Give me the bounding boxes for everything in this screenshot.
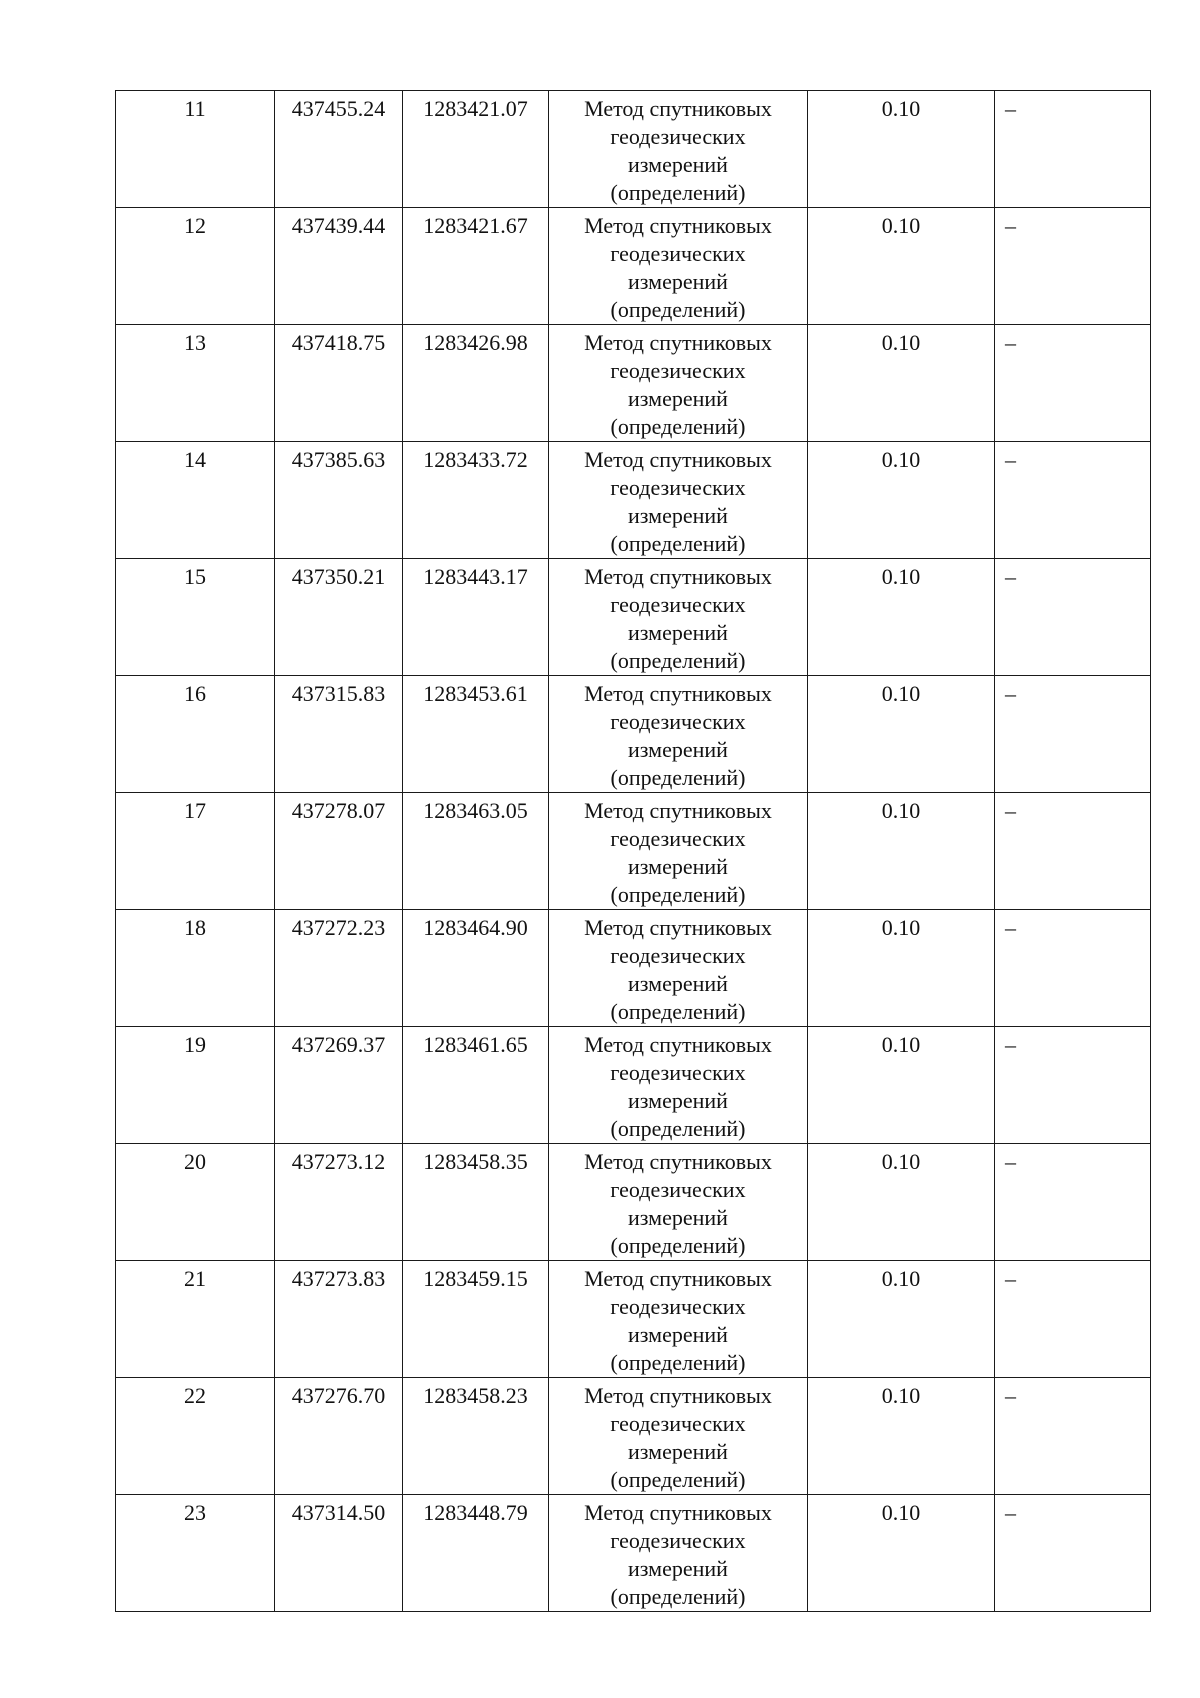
method-line: (определений) — [610, 1350, 746, 1375]
accuracy-cell: 0.10 — [808, 676, 995, 793]
note-cell: – — [995, 1378, 1151, 1495]
method-line: (определений) — [610, 648, 746, 673]
note-cell: – — [995, 1495, 1151, 1612]
method-line: измерений — [628, 1556, 728, 1581]
point-number-cell: 18 — [116, 910, 275, 1027]
method-line: Метод спутниковых — [584, 213, 772, 238]
y-coordinate-cell: 1283453.61 — [403, 676, 549, 793]
table-row — [116, 1144, 1151, 1261]
note-cell: – — [995, 910, 1151, 1027]
note-cell: – — [995, 793, 1151, 910]
method-line: Метод спутниковых — [584, 798, 772, 823]
method-line: (определений) — [610, 1467, 746, 1492]
method-cell — [549, 1144, 808, 1261]
method-line: (определений) — [610, 1233, 746, 1258]
method-line: (определений) — [610, 414, 746, 439]
y-coordinate-cell: 1283421.67 — [403, 208, 549, 325]
method-line: измерений — [628, 269, 728, 294]
method-line: геодезических — [610, 358, 746, 383]
method-line: Метод спутниковых — [584, 681, 772, 706]
method-line: измерений — [628, 620, 728, 645]
table-row — [116, 325, 1151, 442]
method-line: геодезических — [610, 592, 746, 617]
y-coordinate-cell: 1283443.17 — [403, 559, 549, 676]
note-cell: – — [995, 208, 1151, 325]
method-line: геодезических — [610, 1528, 746, 1553]
accuracy-cell: 0.10 — [808, 208, 995, 325]
method-line: (определений) — [610, 1116, 746, 1141]
note-cell: – — [995, 1027, 1151, 1144]
table-row — [116, 1027, 1151, 1144]
method-line: геодезических — [610, 241, 746, 266]
method-line: Метод спутниковых — [584, 330, 772, 355]
accuracy-cell: 0.10 — [808, 442, 995, 559]
note-cell: – — [995, 91, 1151, 208]
table-row — [116, 1495, 1151, 1612]
x-coordinate-cell: 437315.83 — [275, 676, 403, 793]
method-cell — [549, 1378, 808, 1495]
method-line: (определений) — [610, 297, 746, 322]
method-line: измерений — [628, 503, 728, 528]
point-number-cell: 19 — [116, 1027, 275, 1144]
table-row — [116, 1261, 1151, 1378]
x-coordinate-cell: 437439.44 — [275, 208, 403, 325]
point-number-cell: 22 — [116, 1378, 275, 1495]
y-coordinate-cell: 1283421.07 — [403, 91, 549, 208]
x-coordinate-cell: 437276.70 — [275, 1378, 403, 1495]
method-line: геодезических — [610, 1411, 746, 1436]
method-line: геодезических — [610, 826, 746, 851]
method-cell — [549, 1261, 808, 1378]
method-line: геодезических — [610, 1294, 746, 1319]
method-line: геодезических — [610, 1060, 746, 1085]
method-line: геодезических — [610, 124, 746, 149]
method-line: Метод спутниковых — [584, 447, 772, 472]
method-line: (определений) — [610, 765, 746, 790]
method-line: Метод спутниковых — [584, 564, 772, 589]
coordinates-table — [115, 90, 1151, 1612]
table-body — [116, 91, 1151, 1612]
method-line: измерений — [628, 1439, 728, 1464]
point-number-cell: 17 — [116, 793, 275, 910]
x-coordinate-cell: 437272.23 — [275, 910, 403, 1027]
point-number-cell: 13 — [116, 325, 275, 442]
point-number-cell: 20 — [116, 1144, 275, 1261]
accuracy-cell: 0.10 — [808, 1144, 995, 1261]
y-coordinate-cell: 1283458.35 — [403, 1144, 549, 1261]
y-coordinate-cell: 1283461.65 — [403, 1027, 549, 1144]
table-row — [116, 559, 1151, 676]
point-number-cell: 16 — [116, 676, 275, 793]
method-cell — [549, 1027, 808, 1144]
point-number-cell: 23 — [116, 1495, 275, 1612]
table-row — [116, 91, 1151, 208]
x-coordinate-cell: 437314.50 — [275, 1495, 403, 1612]
point-number-cell: 11 — [116, 91, 275, 208]
y-coordinate-cell: 1283464.90 — [403, 910, 549, 1027]
point-number-cell: 21 — [116, 1261, 275, 1378]
method-line: геодезических — [610, 943, 746, 968]
accuracy-cell: 0.10 — [808, 793, 995, 910]
accuracy-cell: 0.10 — [808, 1495, 995, 1612]
table-row — [116, 442, 1151, 559]
method-cell — [549, 325, 808, 442]
method-line: геодезических — [610, 475, 746, 500]
method-line: Метод спутниковых — [584, 1032, 772, 1057]
method-line: измерений — [628, 737, 728, 762]
note-cell: – — [995, 676, 1151, 793]
accuracy-cell: 0.10 — [808, 91, 995, 208]
accuracy-cell: 0.10 — [808, 559, 995, 676]
x-coordinate-cell: 437455.24 — [275, 91, 403, 208]
point-number-cell: 15 — [116, 559, 275, 676]
method-line: Метод спутниковых — [584, 1383, 772, 1408]
method-line: (определений) — [610, 882, 746, 907]
method-line: измерений — [628, 152, 728, 177]
method-cell — [549, 1495, 808, 1612]
x-coordinate-cell: 437385.63 — [275, 442, 403, 559]
y-coordinate-cell: 1283463.05 — [403, 793, 549, 910]
method-cell — [549, 442, 808, 559]
method-cell — [549, 910, 808, 1027]
method-line: геодезических — [610, 1177, 746, 1202]
x-coordinate-cell: 437269.37 — [275, 1027, 403, 1144]
table-row — [116, 208, 1151, 325]
method-line: (определений) — [610, 531, 746, 556]
method-line: Метод спутниковых — [584, 1149, 772, 1174]
method-line: Метод спутниковых — [584, 96, 772, 121]
method-line: измерений — [628, 1322, 728, 1347]
method-line: Метод спутниковых — [584, 1266, 772, 1291]
accuracy-cell: 0.10 — [808, 325, 995, 442]
note-cell: – — [995, 325, 1151, 442]
note-cell: – — [995, 559, 1151, 676]
accuracy-cell: 0.10 — [808, 1027, 995, 1144]
y-coordinate-cell: 1283448.79 — [403, 1495, 549, 1612]
x-coordinate-cell: 437350.21 — [275, 559, 403, 676]
method-line: измерений — [628, 1088, 728, 1113]
table-row — [116, 1378, 1151, 1495]
note-cell: – — [995, 1261, 1151, 1378]
method-line: геодезических — [610, 709, 746, 734]
method-line: (определений) — [610, 180, 746, 205]
accuracy-cell: 0.10 — [808, 1261, 995, 1378]
note-cell: – — [995, 442, 1151, 559]
method-line: измерений — [628, 971, 728, 996]
y-coordinate-cell: 1283426.98 — [403, 325, 549, 442]
x-coordinate-cell: 437273.83 — [275, 1261, 403, 1378]
x-coordinate-cell: 437278.07 — [275, 793, 403, 910]
x-coordinate-cell: 437273.12 — [275, 1144, 403, 1261]
table-row — [116, 793, 1151, 910]
method-line: измерений — [628, 1205, 728, 1230]
point-number-cell: 12 — [116, 208, 275, 325]
y-coordinate-cell: 1283459.15 — [403, 1261, 549, 1378]
method-cell — [549, 208, 808, 325]
point-number-cell: 14 — [116, 442, 275, 559]
method-cell — [549, 793, 808, 910]
method-cell — [549, 676, 808, 793]
method-line: (определений) — [610, 999, 746, 1024]
accuracy-cell: 0.10 — [808, 1378, 995, 1495]
table-row — [116, 676, 1151, 793]
method-cell — [549, 559, 808, 676]
y-coordinate-cell: 1283433.72 — [403, 442, 549, 559]
note-cell: – — [995, 1144, 1151, 1261]
method-line: Метод спутниковых — [584, 1500, 772, 1525]
method-line: измерений — [628, 386, 728, 411]
method-line: Метод спутниковых — [584, 915, 772, 940]
accuracy-cell: 0.10 — [808, 910, 995, 1027]
method-cell — [549, 91, 808, 208]
table-row — [116, 910, 1151, 1027]
y-coordinate-cell: 1283458.23 — [403, 1378, 549, 1495]
method-line: (определений) — [610, 1584, 746, 1609]
x-coordinate-cell: 437418.75 — [275, 325, 403, 442]
method-line: измерений — [628, 854, 728, 879]
